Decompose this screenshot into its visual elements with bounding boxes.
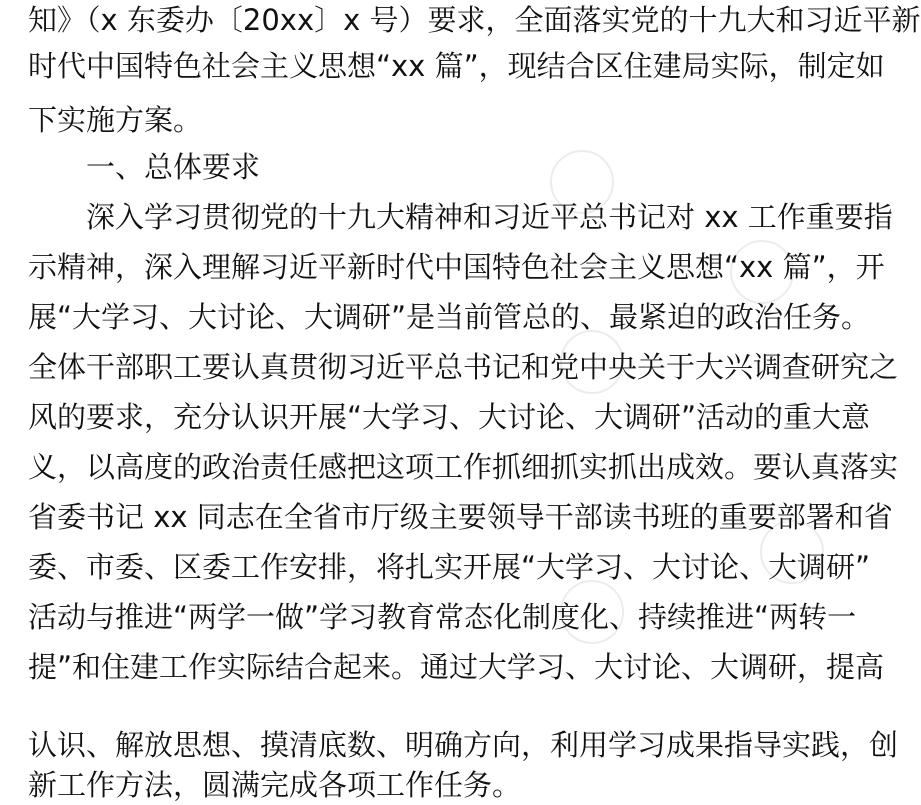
section-heading: 一、总体要求 (86, 150, 261, 184)
paragraph-line: 示精神，深入理解习近平新时代中国特色社会主义思想“xx 篇”，开 (28, 250, 885, 284)
paragraph-line: 省委书记 xx 同志在全省市厅级主要领导干部读书班的重要部署和省 (28, 500, 893, 534)
paragraph-line: 活动与推进“两学一做”学习教育常态化制度化、持续推进“两转一 (28, 600, 857, 634)
paragraph-line: 深入学习贯彻党的十九大精神和习近平总书记对 xx 工作重要指 (86, 200, 893, 234)
paragraph-line: 下实施方案。 (28, 103, 203, 137)
paragraph-line: 委、市委、区委工作安排，将扎实开展“大学习、大讨论、大调研” (28, 550, 871, 584)
paragraph-line: 认识、解放思想、摸清底数、明确方向，利用学习成果指导实践，创 (28, 728, 899, 762)
paragraph-line: 义，以高度的政治责任感把这项工作抓细抓实抓出成效。要认真落实 (28, 450, 899, 484)
paragraph-line: 知》（x 东委办〔20xx〕x 号）要求，全面落实党的十九大和习近平新 (28, 3, 921, 37)
paragraph-line: 风的要求，充分认识开展“大学习、大讨论、大调研”活动的重大意 (28, 400, 871, 434)
paragraph-line: 时代中国特色社会主义思想“xx 篇”，现结合区住建局实际，制定如 (28, 49, 885, 83)
paragraph-line: 新工作方法，圆满完成各项工作任务。 (28, 768, 522, 802)
paragraph-line: 全体干部职工要认真贯彻习近平总书记和党中央关于大兴调查研究之 (28, 350, 899, 384)
paragraph-line: 提”和住建工作实际结合起来。通过大学习、大讨论、大调研，提高 (28, 650, 885, 684)
paragraph-line: 展“大学习、大讨论、大调研”是当前管总的、最紧迫的政治任务。 (28, 300, 871, 334)
